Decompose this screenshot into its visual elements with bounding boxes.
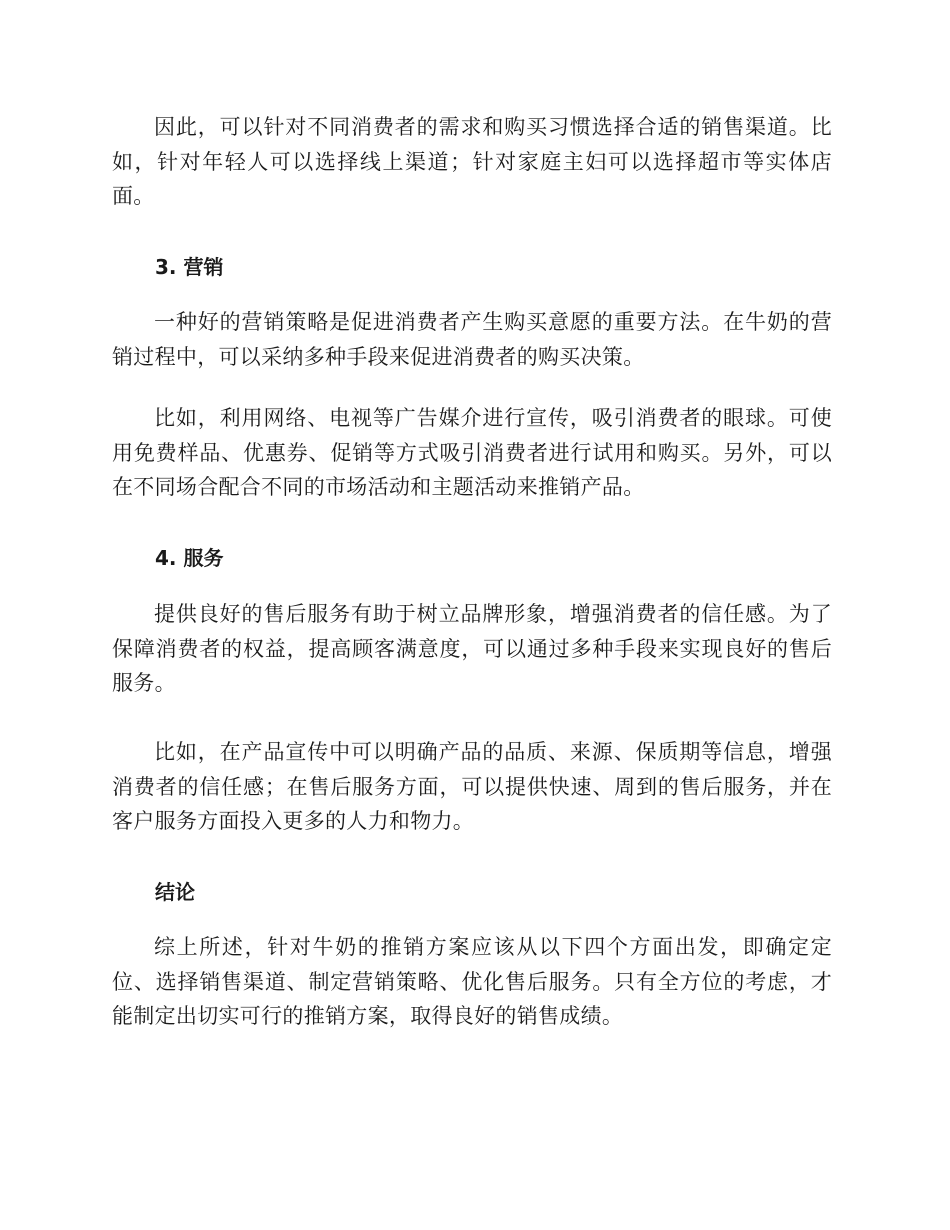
paragraph-channels-choice: 因此，可以针对不同消费者的需求和购买习惯选择合适的销售渠道。比如，针对年轻人可以选择线上渠道；针对家庭主妇可以选择超市等实体店面。 bbox=[112, 115, 832, 208]
paragraph-conclusion: 综上所述，针对牛奶的推销方案应该从以下四个方面出发，即确定定位、选择销售渠道、制定营销策略、优化售后服务。只有全方位的考虑，才能制定出切实可行的推销方案，取得良好的销售成绩。 bbox=[112, 935, 832, 1028]
heading-service: 4. 服务 bbox=[155, 546, 224, 570]
paragraph-marketing-intro: 一种好的营销策略是促进消费者产生购买意愿的重要方法。在牛奶的营销过程中，可以采纳多种手段来促进消费者的购买决策。 bbox=[112, 310, 832, 369]
paragraph-service-examples: 比如，在产品宣传中可以明确产品的品质、来源、保质期等信息，增强消费者的信任感；在售后服务方面，可以提供快速、周到的售后服务，并在客户服务方面投入更多的人力和物力。 bbox=[112, 740, 832, 833]
heading-conclusion: 结论 bbox=[155, 880, 195, 904]
paragraph-marketing-examples: 比如，利用网络、电视等广告媒介进行宣传，吸引消费者的眼球。可使用免费样品、优惠券、促销等方式吸引消费者进行试用和购买。另外，可以在不同场合配合不同的市场活动和主题活动来推销产品。 bbox=[112, 406, 832, 499]
heading-marketing: 3. 营销 bbox=[155, 255, 224, 279]
paragraph-service-intro: 提供良好的售后服务有助于树立品牌形象，增强消费者的信任感。为了保障消费者的权益，提高顾客满意度，可以通过多种手段来实现良好的售后服务。 bbox=[112, 602, 832, 695]
